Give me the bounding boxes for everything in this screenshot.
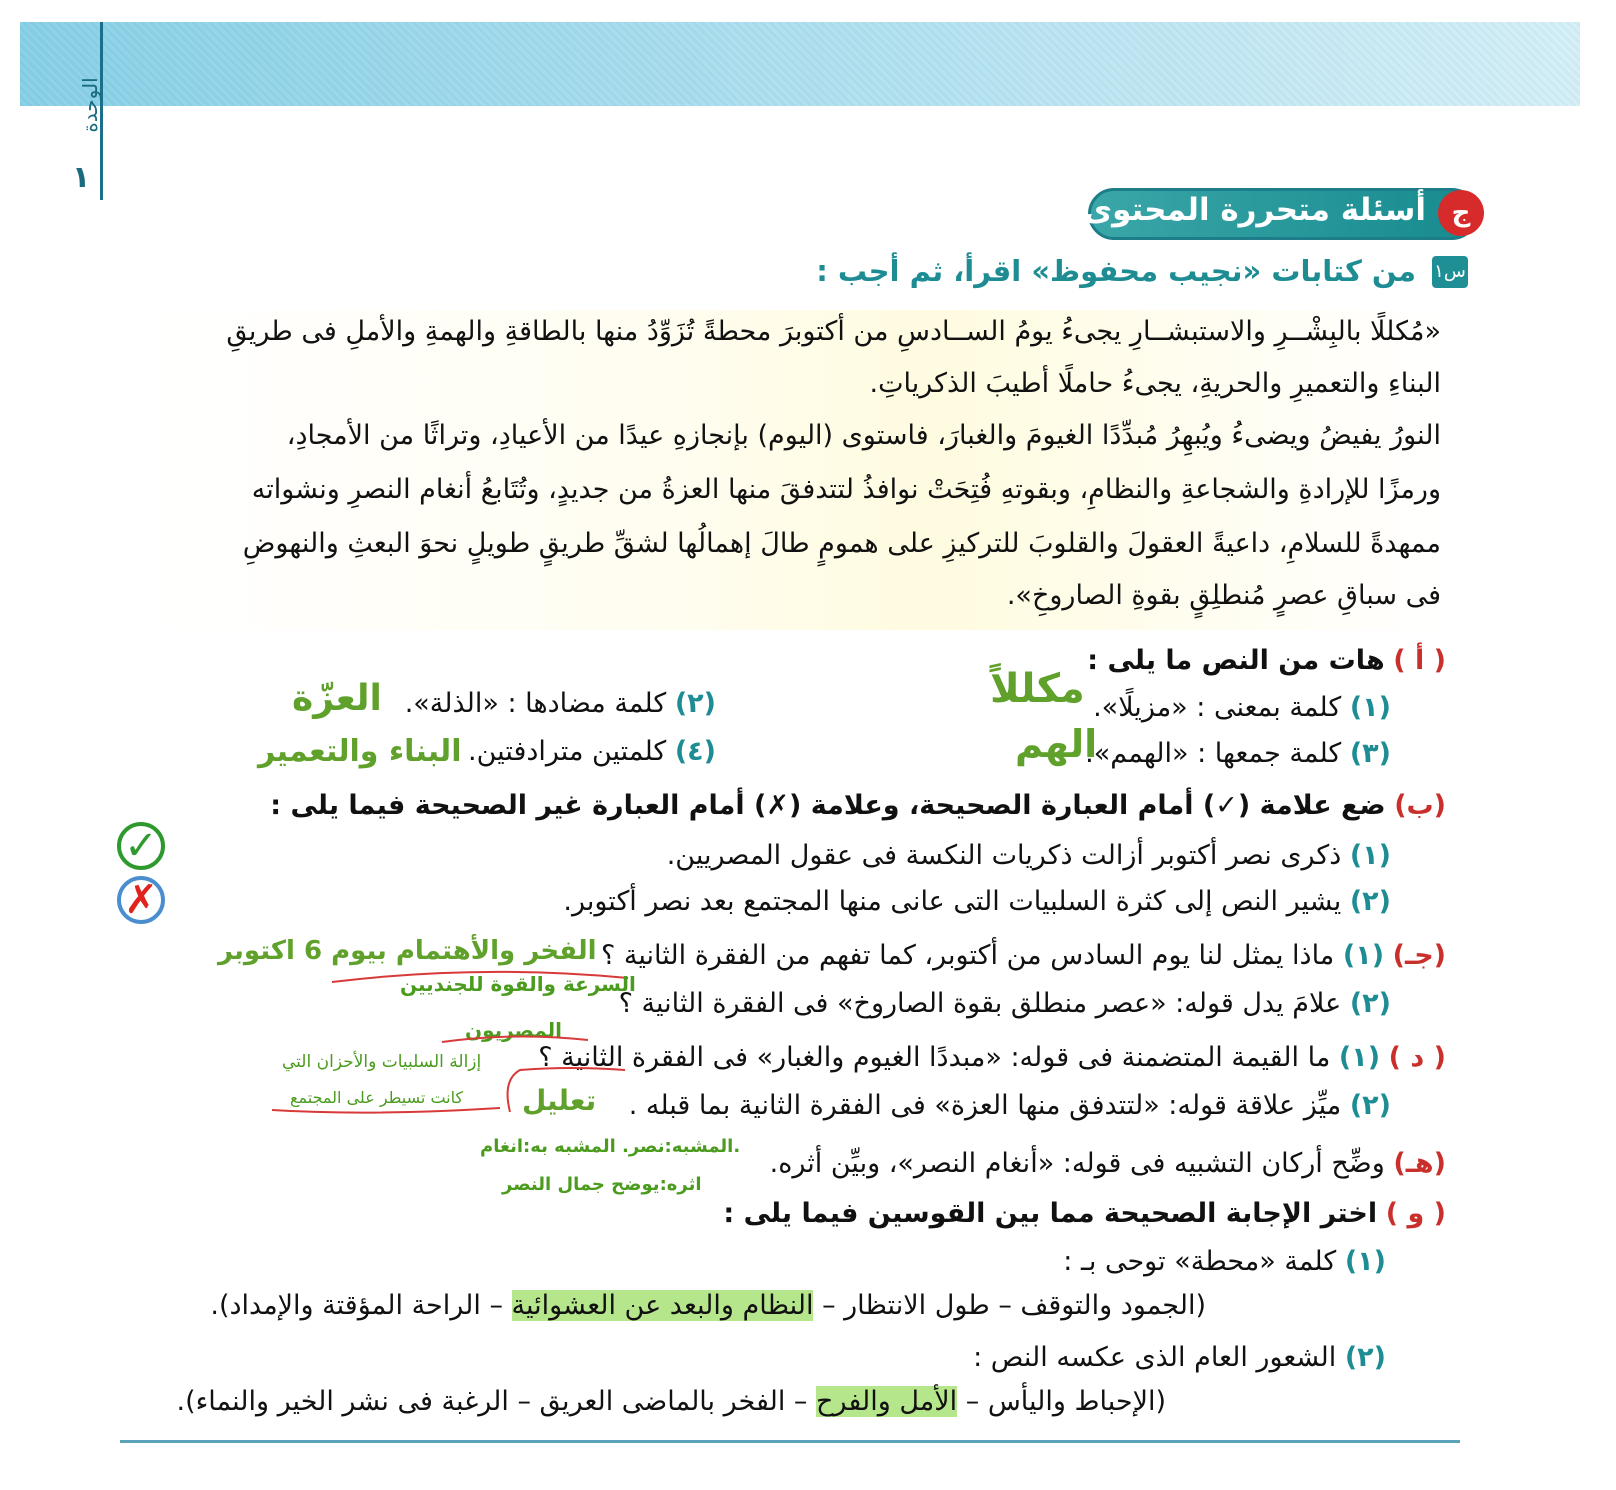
item-number: (٢) xyxy=(1349,886,1391,917)
part-a-item-2 xyxy=(405,688,716,719)
top-banner-fade xyxy=(20,22,1580,106)
answer-d1-line1: إزالة السلبيات والأحزان التي xyxy=(282,1052,482,1072)
part-a-header xyxy=(1087,645,1446,676)
part-a-item-4 xyxy=(468,736,716,767)
answer-a1: مكللاً xyxy=(990,666,1085,712)
question-number-icon: س١ xyxy=(1432,256,1468,288)
part-b-label: (ب) xyxy=(1394,790,1446,821)
answer-d2: تعليل xyxy=(522,1084,597,1117)
passage-line: البناءِ والتعميرِ والحريةِ، يجىءُ حاملًا أطيبَ الذكرياتِ. xyxy=(869,368,1441,399)
item-number: (١) xyxy=(1349,692,1391,723)
part-c-item-1 xyxy=(601,940,1446,971)
answer-e-line1: المشبه:نصر. المشبه به:انغام. xyxy=(480,1136,741,1157)
answer-d1-line2: كانت تسيطر على المجتمع xyxy=(290,1088,464,1107)
item-number: (٢) xyxy=(1344,1342,1386,1373)
part-b-item-1 xyxy=(667,840,1391,871)
item-text: كلمة «محطة» توحى بـ : xyxy=(1063,1246,1337,1277)
option-open: (الجمود والتوقف – طول الانتظار – xyxy=(822,1290,1206,1321)
section-marker: ج xyxy=(1438,190,1484,236)
part-d-label: ( د ) xyxy=(1388,1042,1446,1073)
part-f-options-2 xyxy=(177,1386,1167,1417)
option-close: – الراحة المؤقتة والإمداد). xyxy=(210,1290,503,1321)
item-number: (٤) xyxy=(674,736,716,767)
item-text: ميِّز علاقة قوله: «لتتدفق منها العزة» فى الفقرة الثانية بما قبله . xyxy=(628,1090,1342,1121)
item-number: (١) xyxy=(1344,1246,1386,1277)
unit-label: الوحدة xyxy=(78,77,102,133)
item-text: علامَ يدل قوله: «عصر منطلق بقوة الصاروخ» فى الفقرة الثانية ؟ xyxy=(618,988,1342,1019)
item-number: (٢) xyxy=(1349,988,1391,1019)
selected-option: النظام والبعد عن العشوائية xyxy=(511,1290,814,1321)
item-text: كلمة بمعنى : «مزيلًا». xyxy=(1093,692,1342,723)
passage-line: «مُكللًا بالبِشْــرِ والاستبشــارِ يجىءُ يومُ الســادسِ من أكتوبرَ محطةً تُزَوِّدُ منها بالطاقةِ والهمةِ والأملِ فى طريقِ xyxy=(226,316,1441,347)
part-f-options-1 xyxy=(210,1290,1206,1321)
item-text: كلمتين مترادفتين. xyxy=(468,736,667,767)
part-d-item-2 xyxy=(629,1090,1391,1121)
part-f-item-2 xyxy=(973,1342,1386,1373)
selected-option: الأمل والفرح xyxy=(816,1386,958,1417)
passage-line: النورُ يفيضُ ويضىءُ ويُبهِرُ مُبدِّدًا الغيومَ والغبارَ، فاستوى (اليوم) بإنجازهِ عيدًا من الأعيادِ، وتراثًا من الأمجادِ، xyxy=(286,420,1441,451)
passage-line: ممهدةً للسلامِ، داعيةً العقولَ والقلوبَ للتركيزِ على همومٍ طالَ إهمالُها لشقِّ طريقٍ طويلٍ نحوَ البعثِ والنهوضِ xyxy=(242,528,1441,559)
passage-line: ورمزًا للإرادةِ والشجاعةِ والنظامِ، وبقوتهِ فُتِحَتْ نوافذُ لتتدفقَ منها العزةُ من جديدٍ، وتُتَابعُ أنغام النصرِ ونشواته xyxy=(251,474,1441,505)
part-e-label: (هـ) xyxy=(1393,1148,1446,1179)
item-text: ماذا يمثل لنا يوم السادس من أكتوبر، كما تفهم من الفقرة الثانية ؟ xyxy=(600,940,1335,971)
part-a-heading: هات من النص ما يلى : xyxy=(1087,645,1385,676)
answer-a4: البناء والتعمير xyxy=(258,734,462,769)
part-f-item-1 xyxy=(1063,1246,1386,1277)
part-b-header xyxy=(270,790,1446,821)
answer-c2-line1: السرعة والقوة للجنديين xyxy=(400,972,636,996)
part-d-item-1 xyxy=(538,1042,1446,1073)
part-f-header xyxy=(723,1198,1446,1229)
part-a-label: ( أ ) xyxy=(1393,645,1446,676)
part-c-item-2 xyxy=(619,988,1391,1019)
option-close: – الفخر بالماضى العريق – الرغبة فى نشر الخير والنماء). xyxy=(176,1386,808,1417)
item-number: (١) xyxy=(1349,840,1391,871)
check-icon: ✓ xyxy=(117,822,165,870)
item-text: الشعور العام الذى عكسه النص : xyxy=(973,1342,1337,1373)
item-number: (١) xyxy=(1342,940,1385,971)
item-text: كلمة جمعها : «الهمم». xyxy=(1085,738,1342,769)
part-e-item xyxy=(770,1148,1446,1179)
answer-a2: العزّة xyxy=(292,678,382,719)
item-text: ذكرى نصر أكتوبر أزالت ذكريات النكسة فى عقول المصريين. xyxy=(666,840,1342,871)
item-text: كلمة مضادها : «الذلة». xyxy=(404,688,667,719)
item-number: (١) xyxy=(1338,1042,1381,1073)
item-text: يشير النص إلى كثرة السلبيات التى عانى منها المجتمع بعد نصر أكتوبر. xyxy=(563,886,1342,917)
item-number: (٢) xyxy=(1349,1090,1391,1121)
unit-number: ١ xyxy=(72,160,91,195)
answer-c2-line2: المصريون xyxy=(465,1018,563,1042)
bottom-rule xyxy=(120,1440,1460,1443)
part-f-heading: اختر الإجابة الصحيحة مما بين القوسين فيما يلى : xyxy=(723,1198,1378,1229)
part-c-label: (جـ) xyxy=(1392,940,1446,971)
cross-icon: ✗ xyxy=(117,876,165,924)
part-b-heading: ضع علامة (✓) أمام العبارة الصحيحة، وعلامة (✗) أمام العبارة غير الصحيحة فيما يلى : xyxy=(270,790,1386,821)
item-text: ما القيمة المتضمنة فى قوله: «مبددًا الغيوم والغبار» فى الفقرة الثانية ؟ xyxy=(538,1042,1331,1073)
answer-a3: الهم xyxy=(1015,722,1098,766)
part-a-item-3 xyxy=(1085,738,1391,769)
answer-c1: الفخر والأهتمام بيوم 6 اكتوبر xyxy=(218,936,597,966)
part-a-item-1 xyxy=(1093,692,1391,723)
answer-e-line2: اثره:يوضح جمال النصر xyxy=(502,1174,702,1195)
option-open: (الإحباط واليأس – xyxy=(965,1386,1166,1417)
item-number: (٣) xyxy=(1349,738,1391,769)
question-intro: من كتابات «نجيب محفوظ» اقرأ، ثم أجب : xyxy=(816,254,1416,288)
part-b-item-2 xyxy=(563,886,1391,917)
item-number: (٢) xyxy=(674,688,716,719)
passage-line: فى سباقِ عصرٍ مُنطلِقٍ بقوةِ الصاروخِ». xyxy=(1006,580,1441,611)
item-text: وضِّح أركان التشبيه فى قوله: «أنغام النصر»، وبيِّن أثره. xyxy=(769,1148,1385,1179)
part-f-label: ( و ) xyxy=(1385,1198,1446,1229)
section-title: أسئلة متحررة المحتوى xyxy=(1083,192,1426,228)
